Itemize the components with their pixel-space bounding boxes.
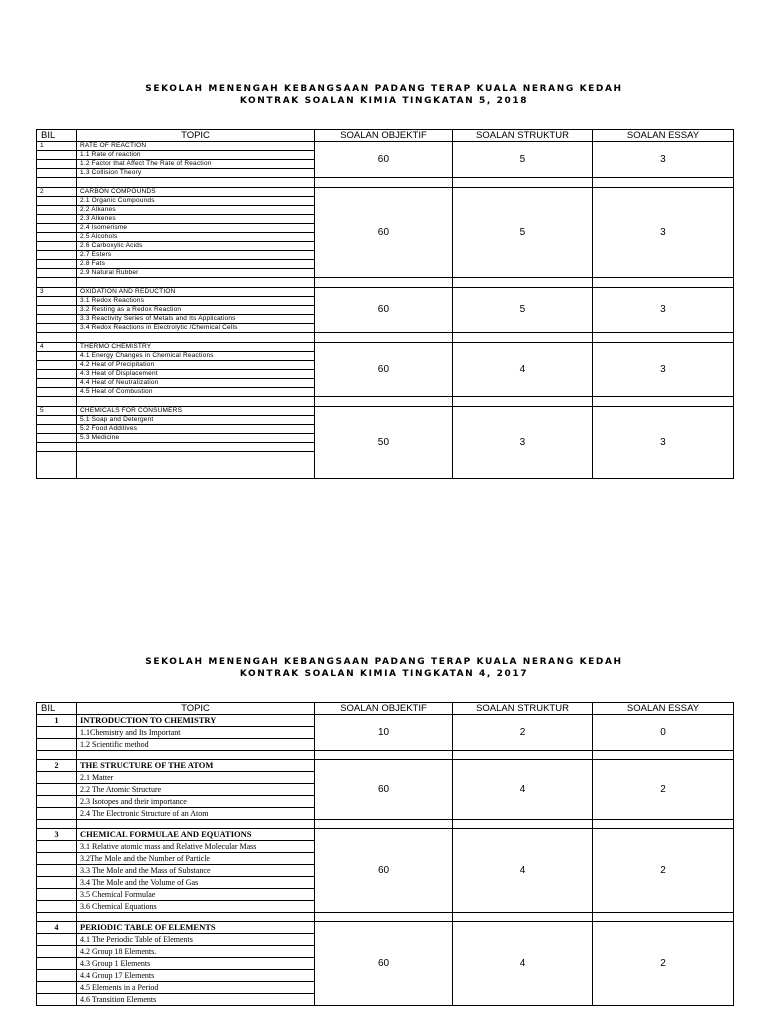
bil-cell <box>37 169 77 178</box>
marks-objektif-value: 60 <box>377 304 390 315</box>
subtopic-label: 3.6 Chemical Equations <box>77 901 315 913</box>
marks-essay-value: 3 <box>660 304 666 315</box>
bil-cell <box>37 160 77 169</box>
spacer-cell <box>37 751 77 760</box>
header-essay: SOALAN ESSAY <box>593 703 734 715</box>
marks-objektif-value: 60 <box>377 363 390 375</box>
subtopic-label: 2.4 Isomerisme <box>77 224 315 233</box>
subtopic-label: 2.2 The Atomic Structure <box>77 784 315 796</box>
subtopic-label: 2.6 Carboxylic Acids <box>77 242 315 251</box>
chapter-number: 4 <box>37 343 77 352</box>
spacer-cell <box>315 397 453 407</box>
subtopic-label: 2.3 Isotopes and their importance <box>77 796 315 808</box>
bil-cell <box>37 215 77 224</box>
subtopic-label: 2.8 Fats <box>77 260 315 269</box>
form5-body <box>37 142 734 479</box>
marks-essay <box>593 829 734 913</box>
spacer-cell <box>593 913 734 922</box>
bil-cell <box>37 772 77 784</box>
subtopic-label: 4.2 Group 18 Elements. <box>77 946 315 958</box>
bil-cell <box>37 352 77 361</box>
chapter-number: 1 <box>37 142 77 151</box>
chapter-row <box>37 829 734 841</box>
subtopic-label: 4.3 Group 1 Elements <box>77 958 315 970</box>
marks-essay-value: 3 <box>660 153 666 165</box>
marks-struktur <box>453 922 593 1006</box>
spacer-row <box>37 333 734 343</box>
marks-struktur-value: 4 <box>519 784 526 795</box>
spacer-cell <box>453 913 593 922</box>
chapter-title: THERMO CHEMISTRY <box>77 343 315 352</box>
bil-cell <box>37 452 77 479</box>
header-essay: SOALAN ESSAY <box>593 130 734 142</box>
bil-cell <box>37 297 77 306</box>
marks-struktur-value: 2 <box>519 727 526 738</box>
bil-cell <box>37 416 77 425</box>
subtopic-label: 3.2The Mole and the Number of Particle <box>77 853 315 865</box>
chapter-row <box>37 288 734 297</box>
bil-cell <box>37 841 77 853</box>
form4-school-title: SEKOLAH MENENGAH KEBANGSAAN PADANG TERAP KUALA NERANG KEDAH <box>145 657 623 667</box>
spacer-row <box>37 913 734 922</box>
chapter-number: 5 <box>37 407 77 416</box>
bil-cell <box>37 361 77 370</box>
subtopic-label: 2.4 The Electronic Structure of an Atom <box>77 808 315 820</box>
subtopic-label: 3.1 Redox Reactions <box>77 297 315 306</box>
bil-cell <box>37 958 77 970</box>
marks-objektif-value: 60 <box>377 865 390 876</box>
bil-cell <box>37 370 77 379</box>
marks-essay-value: 0 <box>660 727 666 738</box>
subtopic-label: 4.3 Heat of Displacement <box>77 370 315 379</box>
marks-struktur <box>453 760 593 820</box>
bil-cell <box>37 946 77 958</box>
bil-cell <box>37 233 77 242</box>
bil-cell <box>37 269 77 278</box>
marks-essay <box>593 922 734 1006</box>
subtopic-label: 5.2 Food Additives <box>77 425 315 434</box>
chapter-title: PERIODIC TABLE OF ELEMENTS <box>77 922 315 934</box>
spacer-cell <box>453 397 593 407</box>
marks-objektif-value: 60 <box>377 226 390 238</box>
marks-essay-value: 3 <box>660 363 666 375</box>
marks-struktur-value: 5 <box>519 304 526 315</box>
chapter-row <box>37 142 734 151</box>
bil-cell <box>37 889 77 901</box>
chapter-number: 3 <box>37 829 77 841</box>
subtopic-label: 3.5 Chemical Formulae <box>77 889 315 901</box>
spacer-cell <box>453 178 593 188</box>
subtopic-label: 4.5 Elements in a Period <box>77 982 315 994</box>
bil-cell <box>37 443 77 452</box>
chapter-row <box>37 760 734 772</box>
marks-essay-value: 2 <box>660 865 666 876</box>
header-struktur: SOALAN STRUKTUR <box>453 703 593 715</box>
subtopic-label: 1.3 Collision Theory <box>77 169 315 178</box>
marks-essay <box>593 288 734 333</box>
form5-contract-title: KONTRAK SOALAN KIMIA TINGKATAN 5, 2018 <box>239 96 529 106</box>
bil-cell <box>37 865 77 877</box>
chapter-row <box>37 407 734 416</box>
spacer-cell <box>453 278 593 288</box>
subtopic-label: 1.1Chemistry and Its Important <box>77 727 315 739</box>
bil-cell <box>37 425 77 434</box>
bil-cell <box>37 306 77 315</box>
marks-struktur-value: 4 <box>519 958 526 969</box>
bil-cell <box>37 197 77 206</box>
chapter-row <box>37 922 734 934</box>
chapter-row <box>37 188 734 197</box>
spacer-cell <box>37 913 77 922</box>
marks-objektif-value: 50 <box>377 436 390 448</box>
form4-contract-table <box>36 702 734 1006</box>
marks-essay-value: 2 <box>660 958 666 969</box>
bil-cell <box>37 151 77 160</box>
subtopic-label: 2.1 Matter <box>77 772 315 784</box>
subtopic-label: 2.9 Natural Rubber <box>77 269 315 278</box>
bil-cell <box>37 994 77 1006</box>
form5-school-title: SEKOLAH MENENGAH KEBANGSAAN PADANG TERAP KUALA NERANG KEDAH <box>145 84 623 94</box>
marks-objektif-value: 10 <box>377 727 390 738</box>
spacer-cell <box>593 178 734 188</box>
marks-struktur <box>453 715 593 751</box>
bil-cell <box>37 934 77 946</box>
header-bil: BIL <box>37 703 77 715</box>
marks-struktur-value: 5 <box>519 226 526 238</box>
bil-cell <box>37 379 77 388</box>
spacer-cell <box>37 820 77 829</box>
bil-cell <box>37 242 77 251</box>
header-topic: TOPIC <box>77 130 315 142</box>
chapter-title: CHEMICALS FOR CONSUMERS <box>77 407 315 416</box>
chapter-row <box>37 715 734 727</box>
bil-cell <box>37 808 77 820</box>
form4-body <box>37 715 734 1006</box>
header-topic: TOPIC <box>77 703 315 715</box>
subtopic-label: 4.2 Heat of Precipitation <box>77 361 315 370</box>
subtopic-label: 5.3 Medicine <box>77 434 315 443</box>
bil-cell <box>37 853 77 865</box>
marks-objektif <box>315 288 453 333</box>
subtopic-label: 2.3 Alkenes <box>77 215 315 224</box>
subtopic-label: 3.4 Redox Reactions in Electrolytic /Chemical Cells <box>77 324 315 333</box>
blank-cell <box>77 452 315 479</box>
spacer-row <box>37 278 734 288</box>
subtopic-label: 4.6 Transition Elements <box>77 994 315 1006</box>
blank-cell <box>77 443 315 452</box>
bil-cell <box>37 224 77 233</box>
spacer-cell <box>77 913 315 922</box>
form4-contract-title: KONTRAK SOALAN KIMIA TINGKATAN 4, 2017 <box>239 669 529 679</box>
marks-objektif <box>315 142 453 178</box>
header-bil: BIL <box>37 130 77 142</box>
subtopic-label: 1.1 Rate of reaction <box>77 151 315 160</box>
bil-cell <box>37 796 77 808</box>
subtopic-label: 4.4 Heat of Neutralization <box>77 379 315 388</box>
subtopic-label: 4.1 Energy Changes in Chemical Reactions <box>77 352 315 361</box>
chapter-title: CHEMICAL FORMULAE AND EQUATIONS <box>77 829 315 841</box>
subtopic-label: 5.1 Soap and Detergent <box>77 416 315 425</box>
spacer-row <box>37 397 734 407</box>
subtopic-label: 2.7 Esters <box>77 251 315 260</box>
chapter-number: 2 <box>37 760 77 772</box>
bil-cell <box>37 206 77 215</box>
marks-struktur <box>453 829 593 913</box>
spacer-cell <box>37 278 77 288</box>
subtopic-label: 3.3 The Mole and the Mass of Substance <box>77 865 315 877</box>
subtopic-label: 3.3 Reactivity Series of Metals and Its Applications <box>77 315 315 324</box>
marks-essay-value: 3 <box>660 226 666 238</box>
spacer-cell <box>77 397 315 407</box>
bil-cell <box>37 727 77 739</box>
chapter-title: CARBON COMPOUNDS <box>77 188 315 197</box>
marks-essay <box>593 343 734 397</box>
spacer-cell <box>315 751 453 760</box>
subtopic-label: 3.2 Resting as a Redox Reaction <box>77 306 315 315</box>
subtopic-label: 4.5 Heat of Combustion <box>77 388 315 397</box>
marks-objektif <box>315 760 453 820</box>
table-header-row <box>37 130 734 142</box>
marks-essay <box>593 760 734 820</box>
spacer-cell <box>77 820 315 829</box>
marks-struktur-value: 4 <box>519 363 526 375</box>
spacer-cell <box>77 751 315 760</box>
form5-contract-table <box>36 129 734 479</box>
bil-cell <box>37 877 77 889</box>
spacer-cell <box>315 333 453 343</box>
bil-cell <box>37 251 77 260</box>
bil-cell <box>37 784 77 796</box>
marks-struktur-value: 5 <box>519 153 526 165</box>
subtopic-label: 3.1 Relative atomic mass and Relative Molecular Mass <box>77 841 315 853</box>
marks-objektif <box>315 715 453 751</box>
marks-struktur <box>453 288 593 333</box>
spacer-cell <box>37 397 77 407</box>
marks-struktur <box>453 343 593 397</box>
bil-cell <box>37 315 77 324</box>
marks-essay <box>593 715 734 751</box>
marks-essay-value: 3 <box>660 436 666 448</box>
spacer-cell <box>593 751 734 760</box>
marks-essay <box>593 407 734 479</box>
table-header-row <box>37 703 734 715</box>
subtopic-label: 2.5 Alcohols <box>77 233 315 242</box>
marks-struktur <box>453 407 593 479</box>
spacer-cell <box>315 820 453 829</box>
spacer-row <box>37 751 734 760</box>
subtopic-label: 4.1 The Periodic Table of Elements <box>77 934 315 946</box>
spacer-cell <box>593 397 734 407</box>
marks-objektif-value: 60 <box>377 958 390 969</box>
spacer-cell <box>37 333 77 343</box>
bil-cell <box>37 434 77 443</box>
subtopic-label: 2.2 Alkanes <box>77 206 315 215</box>
bil-cell <box>37 982 77 994</box>
spacer-cell <box>315 178 453 188</box>
spacer-row <box>37 178 734 188</box>
spacer-cell <box>77 278 315 288</box>
spacer-cell <box>315 913 453 922</box>
subtopic-label: 1.2 Scientific method <box>77 739 315 751</box>
marks-struktur <box>453 188 593 278</box>
spacer-cell <box>593 278 734 288</box>
chapter-number: 2 <box>37 188 77 197</box>
chapter-number: 1 <box>37 715 77 727</box>
marks-objektif <box>315 922 453 1006</box>
chapter-title: RATE OF REACTION <box>77 142 315 151</box>
spacer-cell <box>37 178 77 188</box>
chapter-row <box>37 343 734 352</box>
subtopic-label: 2.1 Organic Compounds <box>77 197 315 206</box>
spacer-cell <box>315 278 453 288</box>
marks-objektif <box>315 188 453 278</box>
spacer-cell <box>77 333 315 343</box>
marks-struktur <box>453 142 593 178</box>
subtopic-label: 1.2 Factor that Affect The Rate of Reaction <box>77 160 315 169</box>
bil-cell <box>37 901 77 913</box>
subtopic-label: 4.4 Group 17 Elements <box>77 970 315 982</box>
marks-essay <box>593 142 734 178</box>
bil-cell <box>37 260 77 269</box>
bil-cell <box>37 739 77 751</box>
bil-cell <box>37 388 77 397</box>
subtopic-label: 3.4 The Mole and the Volume of Gas <box>77 877 315 889</box>
marks-struktur-value: 4 <box>519 865 526 876</box>
spacer-cell <box>453 820 593 829</box>
marks-objektif <box>315 829 453 913</box>
bil-cell <box>37 324 77 333</box>
spacer-cell <box>593 333 734 343</box>
spacer-cell <box>77 178 315 188</box>
spacer-cell <box>453 751 593 760</box>
marks-essay <box>593 188 734 278</box>
spacer-cell <box>593 820 734 829</box>
header-objektif: SOALAN OBJEKTIF <box>315 130 453 142</box>
chapter-number: 3 <box>37 288 77 297</box>
chapter-title: THE STRUCTURE OF THE ATOM <box>77 760 315 772</box>
chapter-title: OXIDATION AND REDUCTION <box>77 288 315 297</box>
marks-objektif <box>315 407 453 479</box>
chapter-number: 4 <box>37 922 77 934</box>
marks-objektif <box>315 343 453 397</box>
bil-cell <box>37 970 77 982</box>
marks-struktur-value: 3 <box>519 436 526 448</box>
header-struktur: SOALAN STRUKTUR <box>453 130 593 142</box>
chapter-title: INTRODUCTION TO CHEMISTRY <box>77 715 315 727</box>
spacer-cell <box>453 333 593 343</box>
marks-essay-value: 2 <box>660 784 666 795</box>
spacer-row <box>37 820 734 829</box>
header-objektif: SOALAN OBJEKTIF <box>315 703 453 715</box>
marks-objektif-value: 60 <box>377 784 390 795</box>
marks-objektif-value: 60 <box>377 153 390 165</box>
